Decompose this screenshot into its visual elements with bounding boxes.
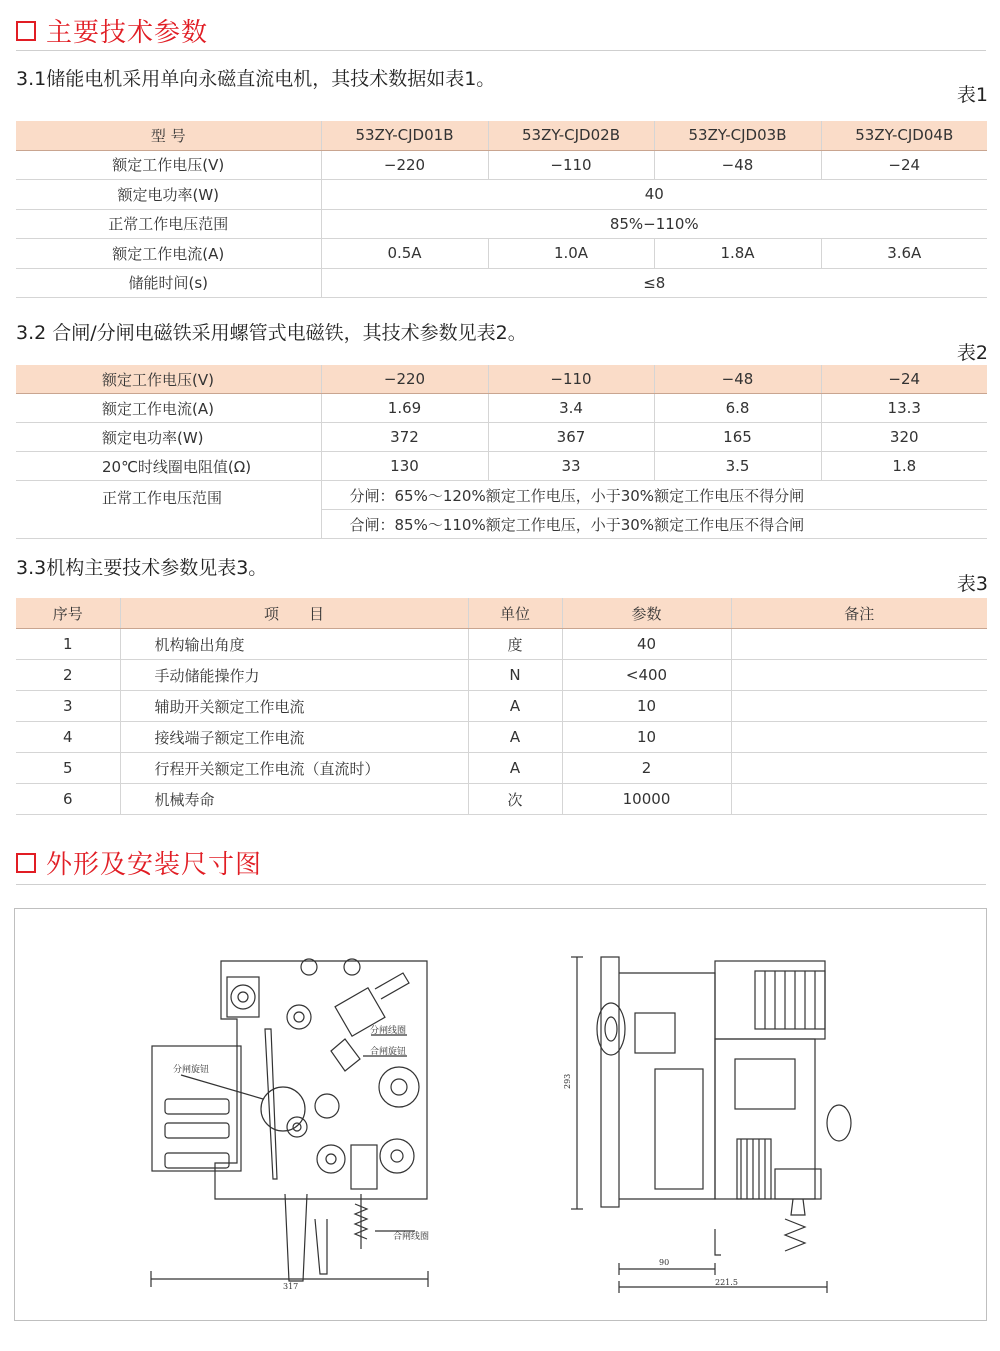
table-header-row <box>16 598 987 629</box>
merged-cell: 合闸：85%～110%额定工作电压，小于30%额定工作电压不得合闸 <box>321 510 987 539</box>
cell <box>731 753 987 784</box>
cell: <400 <box>562 660 731 691</box>
cell: 367 <box>488 423 654 452</box>
row-label: 20℃时线圈电阻值(Ω) <box>16 452 321 481</box>
table-row <box>16 150 987 180</box>
row-label: 储能时间(s) <box>16 268 321 298</box>
section-heading-tech-params <box>16 12 208 49</box>
cell: 3.6A <box>821 239 987 269</box>
header-cell: 备注 <box>731 598 987 629</box>
cell: 2 <box>16 660 120 691</box>
cell: −48 <box>654 150 821 180</box>
row-label: 正常工作电压范围 <box>16 481 321 539</box>
merged-cell: 85%−110% <box>321 209 987 239</box>
header-cell: 序号 <box>16 598 120 629</box>
cell <box>731 784 987 815</box>
header-cell: 型 号 <box>16 121 321 150</box>
divider <box>16 884 986 885</box>
dimension-221-5: 221.5 <box>715 1278 738 1287</box>
header-cell: 53ZY-CJD04B <box>821 121 987 150</box>
cell: 2 <box>562 753 731 784</box>
header-cell: −48 <box>654 365 821 394</box>
cell: 机械寿命 <box>120 784 468 815</box>
dimension-90: 90 <box>659 1258 670 1267</box>
cell <box>731 629 987 660</box>
checkbox-square-icon <box>16 853 36 873</box>
header-cell: 53ZY-CJD02B <box>488 121 654 150</box>
cell: 1.69 <box>321 394 488 423</box>
cell: N <box>468 660 562 691</box>
cell: 1 <box>16 629 120 660</box>
cell: 13.3 <box>821 394 987 423</box>
dimension-drawing <box>14 908 987 1321</box>
cell <box>731 691 987 722</box>
cell: 3.5 <box>654 452 821 481</box>
cell: 1.0A <box>488 239 654 269</box>
table-row <box>16 722 987 753</box>
table-row <box>16 452 987 481</box>
table-row <box>16 691 987 722</box>
table-row <box>16 394 987 423</box>
cell: 1.8A <box>654 239 821 269</box>
table-row <box>16 239 987 269</box>
table-row <box>16 660 987 691</box>
label-close-coil: 合闸线圈 <box>393 1232 430 1242</box>
cell: 5 <box>16 753 120 784</box>
row-label: 额定工作电流(A) <box>16 239 321 269</box>
header-cell: −24 <box>821 365 987 394</box>
electromagnet-spec-table <box>16 365 987 539</box>
cell: 手动储能操作力 <box>120 660 468 691</box>
cell: 机构输出角度 <box>120 629 468 660</box>
header-cell: 项 目 <box>120 598 468 629</box>
header-cell: 单位 <box>468 598 562 629</box>
table-row <box>16 784 987 815</box>
row-label: 额定工作电流(A) <box>16 394 321 423</box>
section-heading-dimensions <box>16 844 262 881</box>
header-cell: −220 <box>321 365 488 394</box>
table-row <box>16 180 987 210</box>
header-cell: 53ZY-CJD03B <box>654 121 821 150</box>
cell: 6 <box>16 784 120 815</box>
dimension-height: 293 <box>563 1073 572 1089</box>
label-close-knob: 合闸旋钮 <box>370 1047 407 1057</box>
table-label: 表3 <box>956 573 988 595</box>
cell: 0.5A <box>321 239 488 269</box>
front-view-drawing <box>151 959 429 1291</box>
row-label: 额定电功率(W) <box>16 180 321 210</box>
cell <box>731 660 987 691</box>
header-cell: −110 <box>488 365 654 394</box>
merged-cell: 分闸：65%～120%额定工作电压，小于30%额定工作电压不得分闸 <box>321 481 987 510</box>
cell: 10000 <box>562 784 731 815</box>
intro-text-3-2: 3.2 合闸/分闸电磁铁采用螺管式电磁铁，其技术参数见表2。 <box>16 322 527 344</box>
label-open-coil: 分闸线圈 <box>370 1026 407 1036</box>
cell: A <box>468 753 562 784</box>
cell: 10 <box>562 691 731 722</box>
header-cell: 额定工作电压(V) <box>16 365 321 394</box>
cell: 接线端子额定工作电流 <box>120 722 468 753</box>
checkbox-square-icon <box>16 21 36 41</box>
cell: 4 <box>16 722 120 753</box>
table-row <box>16 629 987 660</box>
cell: A <box>468 722 562 753</box>
cell: 3 <box>16 691 120 722</box>
table-row <box>16 753 987 784</box>
header-cell: 参数 <box>562 598 731 629</box>
cell: 165 <box>654 423 821 452</box>
intro-text-3-3: 3.3机构主要技术参数见表3。 <box>16 557 268 579</box>
cell: A <box>468 691 562 722</box>
motor-spec-table <box>16 121 987 298</box>
cell: 辅助开关额定工作电流 <box>120 691 468 722</box>
cell: 次 <box>468 784 562 815</box>
dimension-width: 317 <box>283 1282 299 1291</box>
table-row <box>16 423 987 452</box>
cell <box>731 722 987 753</box>
section-title: 外形及安装尺寸图 <box>46 850 263 880</box>
table-header-row <box>16 121 987 150</box>
table-label: 表1 <box>956 84 988 106</box>
cell: 130 <box>321 452 488 481</box>
cell: 372 <box>321 423 488 452</box>
section-title: 主要技术参数 <box>46 18 209 48</box>
table-row <box>16 268 987 298</box>
cell: −110 <box>488 150 654 180</box>
table-row <box>16 209 987 239</box>
table-header-row <box>16 365 987 394</box>
table-row <box>16 481 987 510</box>
cell: 3.4 <box>488 394 654 423</box>
cell: 度 <box>468 629 562 660</box>
header-cell: 53ZY-CJD01B <box>321 121 488 150</box>
side-view-drawing <box>563 957 851 1293</box>
cell: 10 <box>562 722 731 753</box>
cell: −220 <box>321 150 488 180</box>
row-label: 正常工作电压范围 <box>16 209 321 239</box>
merged-cell: 40 <box>321 180 987 210</box>
drawing-canvas <box>15 909 986 1320</box>
cell: 6.8 <box>654 394 821 423</box>
cell: 33 <box>488 452 654 481</box>
label-open-knob: 分闸旋钮 <box>173 1065 210 1075</box>
intro-text-3-1: 3.1储能电机采用单向永磁直流电机，其技术数据如表1。 <box>16 68 496 90</box>
mechanism-spec-table <box>16 598 987 815</box>
cell: 320 <box>821 423 987 452</box>
merged-cell: ≤8 <box>321 268 987 298</box>
row-label: 额定工作电压(V) <box>16 150 321 180</box>
table-label: 表2 <box>956 342 988 364</box>
divider <box>16 50 986 51</box>
cell: 1.8 <box>821 452 987 481</box>
cell: 行程开关额定工作电流（直流时） <box>120 753 468 784</box>
row-label: 额定电功率(W) <box>16 423 321 452</box>
cell: 40 <box>562 629 731 660</box>
cell: −24 <box>821 150 987 180</box>
